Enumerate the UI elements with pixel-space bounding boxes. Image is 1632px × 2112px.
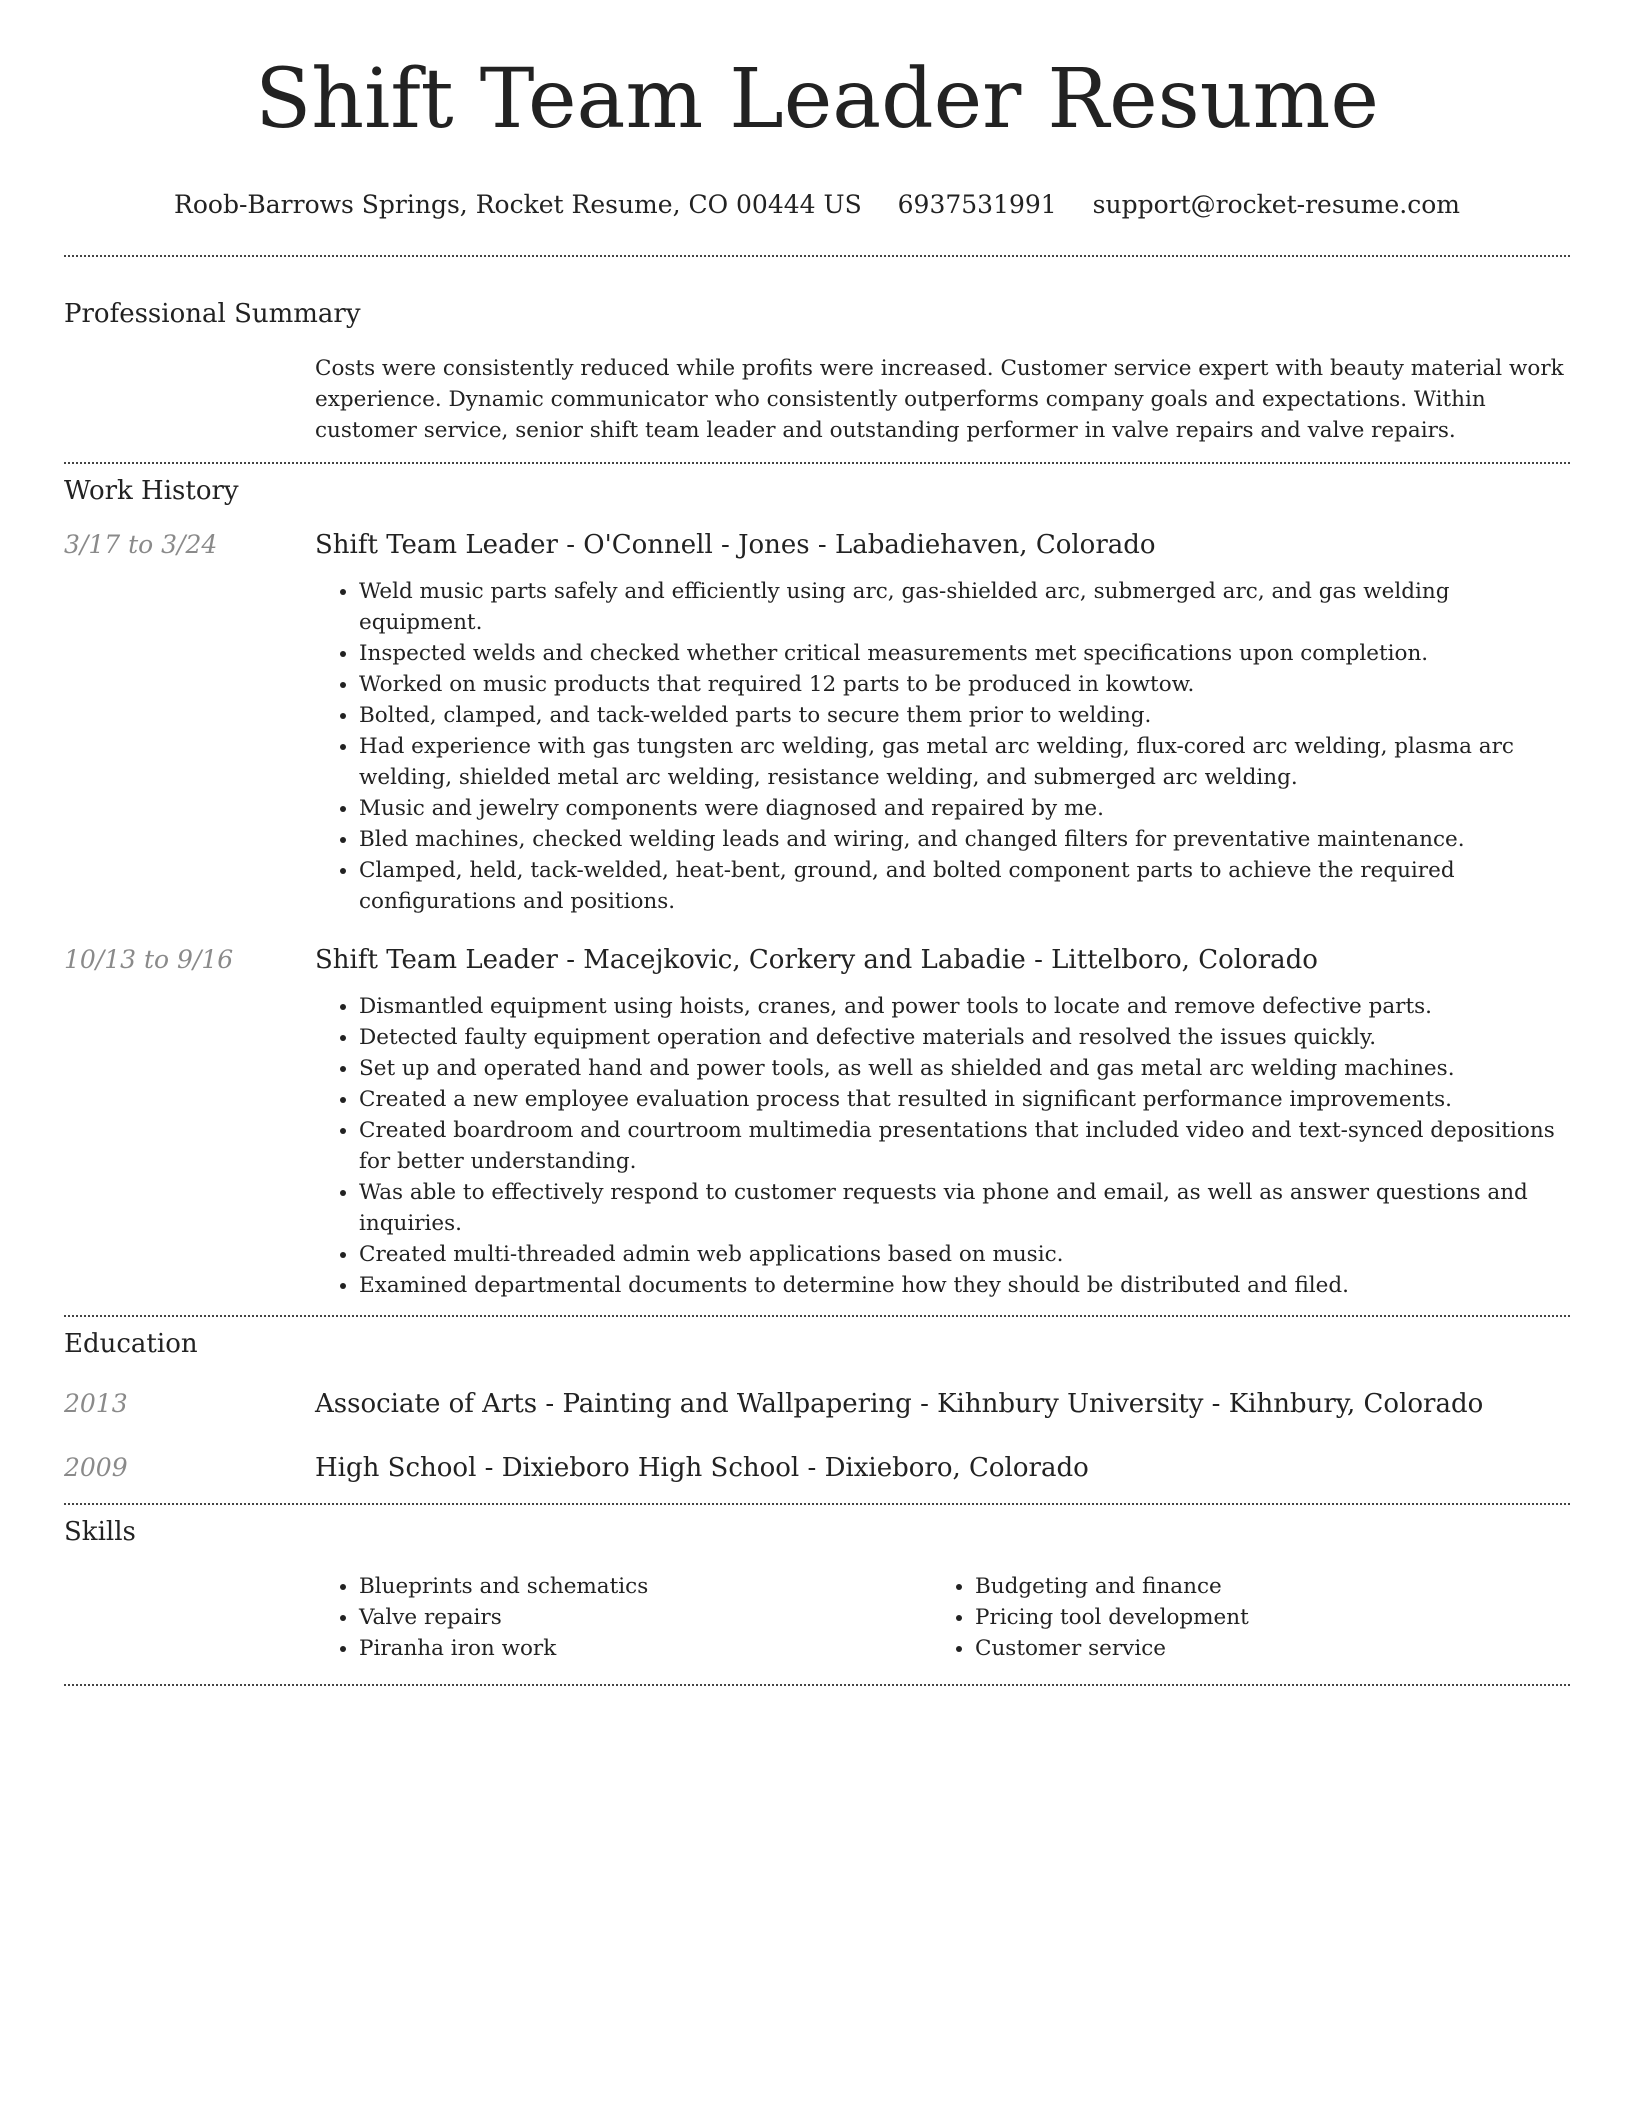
- divider: [64, 255, 1570, 257]
- job-dates: 3/17 to 3/24: [64, 530, 218, 559]
- job-bullet: • Was able to effectively respond to customer requests via phone and email, as well as answer questions and inquiries.: [359, 1177, 1570, 1239]
- job-bullets: [315, 991, 1570, 1301]
- job-bullet: • Examined departmental documents to determine how they should be distributed and filed.: [359, 1270, 1570, 1301]
- summary-text: Costs were consistently reduced while profits were increased. Customer service expert with beauty material work experience. Dynamic communicator who consistently outperforms company goals and expectations. Within customer service, senior shift team leader and outstanding performer in valve repairs and valve repairs.: [315, 356, 1564, 443]
- resume-page: [64, 0, 1570, 1686]
- skill-item: • Pricing tool development: [975, 1602, 1547, 1633]
- job-bullet: • Clamped, held, tack-welded, heat-bent, ground, and bolted component parts to achieve the required configurations and positions.: [359, 855, 1570, 917]
- skill-item: • Blueprints and schematics: [359, 1571, 931, 1602]
- job-title: Shift Team Leader - Macejkovic, Corkery and Labadie - Littelboro, Colorado: [315, 945, 1318, 975]
- education-entry: [64, 1453, 1570, 1483]
- skill-item: • Valve repairs: [359, 1602, 931, 1633]
- contact-phone: 6937531991: [897, 190, 1057, 219]
- job-bullet: • Dismantled equipment using hoists, cranes, and power tools to locate and remove defective parts.: [359, 991, 1570, 1022]
- education-year: 2009: [64, 1453, 128, 1482]
- summary-row: [64, 353, 1570, 446]
- job-bullet: • Detected faulty equipment operation and defective materials and resolved the issues quickly.: [359, 1022, 1570, 1053]
- resume-title: Shift Team Leader Resume: [255, 52, 1379, 147]
- divider: [64, 1684, 1570, 1686]
- skill-item: • Piranha iron work: [359, 1633, 931, 1664]
- education-entry: [64, 1389, 1570, 1419]
- job-bullet: • Created a new employee evaluation process that resulted in significant performance improvements.: [359, 1084, 1570, 1115]
- job-entry: [64, 530, 1570, 917]
- education-heading: Education: [64, 1329, 198, 1359]
- job-bullet: • Created multi-threaded admin web applications based on music.: [359, 1239, 1570, 1270]
- job-bullet: • Weld music parts safely and efficiently using arc, gas-shielded arc, submerged arc, and gas welding equipment.: [359, 576, 1570, 638]
- job-dates: 10/13 to 9/16: [64, 945, 234, 974]
- skills-column: [931, 1571, 1547, 1664]
- summary-spacer: [64, 353, 315, 446]
- education-year: 2013: [64, 1389, 128, 1418]
- skill-item: • Customer service: [975, 1633, 1547, 1664]
- divider: [64, 462, 1570, 464]
- skills-column: [315, 1571, 931, 1664]
- divider: [64, 1315, 1570, 1317]
- job-bullet: • Worked on music products that required 12 parts to be produced in kowtow.: [359, 669, 1570, 700]
- job-bullet: • Music and jewelry components were diagnosed and repaired by me.: [359, 793, 1570, 824]
- skills-list: [315, 1571, 931, 1664]
- contact-address: Roob-Barrows Springs, Rocket Resume, CO 00444 US: [174, 190, 862, 219]
- job-bullet: • Set up and operated hand and power tools, as well as shielded and gas metal arc welding machines.: [359, 1053, 1570, 1084]
- skill-item: • Budgeting and finance: [975, 1571, 1547, 1602]
- contact-email: support@rocket-resume.com: [1092, 190, 1460, 219]
- contact-line: [64, 190, 1570, 219]
- work-history-heading: Work History: [64, 476, 239, 506]
- divider: [64, 1503, 1570, 1505]
- job-bullet: • Bolted, clamped, and tack-welded parts to secure them prior to welding.: [359, 700, 1570, 731]
- job-bullet: • Created boardroom and courtroom multimedia presentations that included video and text-synced depositions for better understanding.: [359, 1115, 1570, 1177]
- education-text: Associate of Arts - Painting and Wallpapering - Kihnbury University - Kihnbury, Colorado: [315, 1389, 1484, 1419]
- job-entry: [64, 945, 1570, 1301]
- education-text: High School - Dixieboro High School - Dixieboro, Colorado: [315, 1453, 1089, 1483]
- skills-heading: Skills: [64, 1517, 136, 1547]
- summary-heading: Professional Summary: [64, 299, 361, 329]
- job-bullets: [315, 576, 1570, 917]
- job-bullet: • Inspected welds and checked whether critical measurements met specifications upon completion.: [359, 638, 1570, 669]
- skills-list: [931, 1571, 1547, 1664]
- job-title: Shift Team Leader - O'Connell - Jones - Labadiehaven, Colorado: [315, 530, 1156, 560]
- skills-spacer: [64, 1571, 315, 1664]
- job-bullet: • Bled machines, checked welding leads and wiring, and changed filters for preventative maintenance.: [359, 824, 1570, 855]
- job-bullet: • Had experience with gas tungsten arc welding, gas metal arc welding, flux-cored arc welding, plasma arc welding, shielded metal arc welding, resistance welding, and submerged arc welding.: [359, 731, 1570, 793]
- skills-row: [64, 1571, 1570, 1664]
